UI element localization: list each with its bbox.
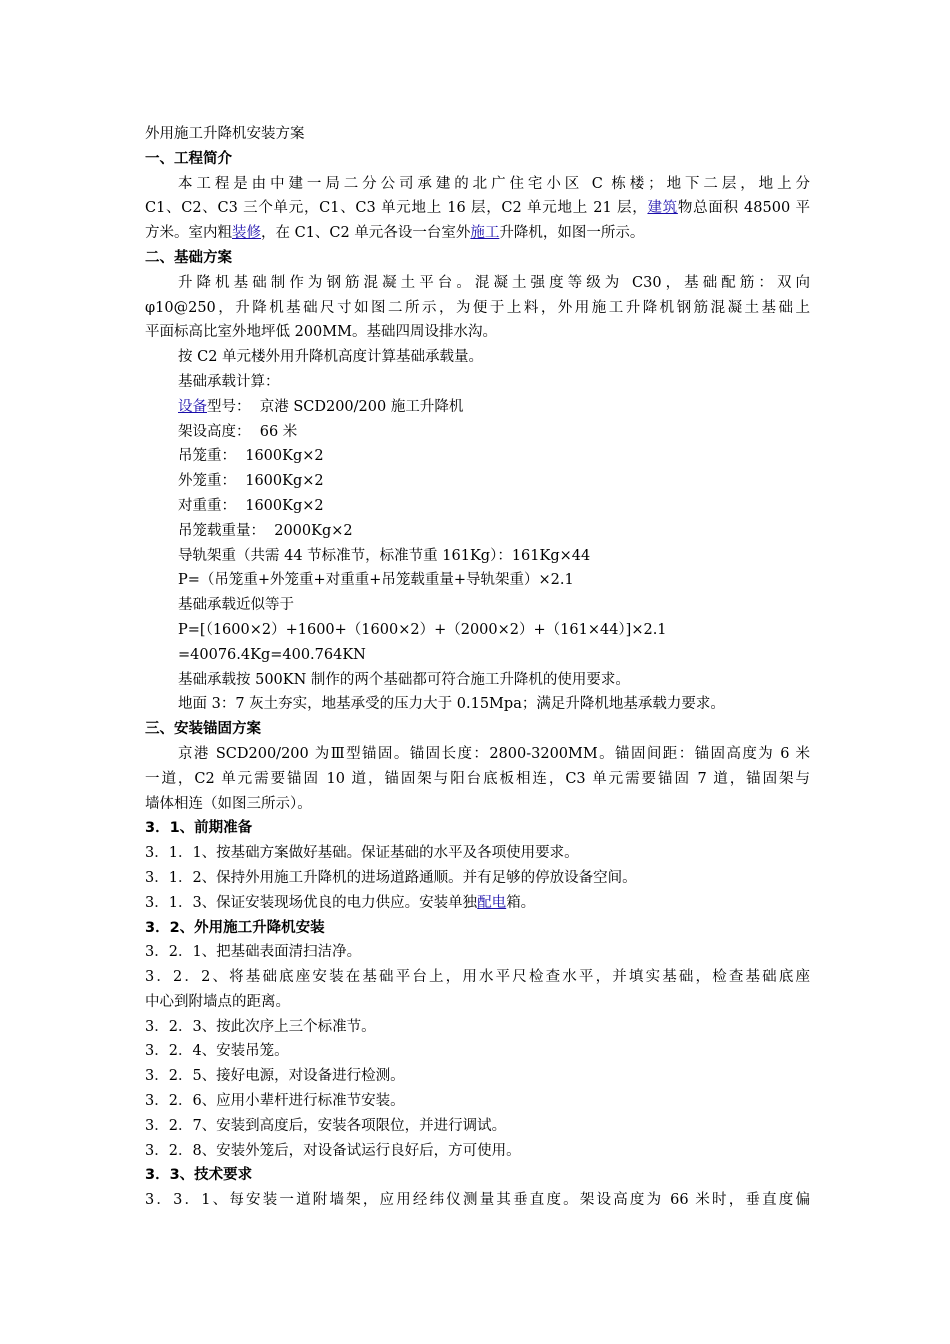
formula-1: P=（吊笼重+外笼重+对重重+吊笼载重量+导轨架重）×2.1: [178, 572, 574, 589]
s1-line2-text-a: C1、C2、C3 三个单元，C1、C3 单元地上 16 层，C2 单元地上 21 层，: [145, 200, 648, 217]
calc-title: 基础承载计算：: [178, 373, 280, 390]
s1-line3-text-a: 方米。室内粗: [145, 225, 232, 242]
item-3-2-3: 3．2．3、按此次序上三个标准节。: [145, 1018, 376, 1035]
s1-paragraph-line-1: 本工程是由中建一局二分公司承建的北广住宅小区 C 栋楼；地下二层，地上分: [178, 175, 810, 192]
equipment-model-text: 型号： 京港 SCD200/200 施工升降机: [207, 398, 464, 415]
s1-paragraph-line-2: [145, 196, 810, 221]
item-3-2-7: 3．2．7、安装到高度后，安装各项限位，并进行调试。: [145, 1117, 507, 1134]
s1-line2-text-b: 物总面积 48500 平: [677, 200, 810, 217]
s3-paragraph-line-2: 一道，C2 单元需要锚固 10 道，锚固架与阳台底板相连，C3 单元需要锚固 7 道，锚固架与: [145, 770, 810, 787]
s3-paragraph-line-1: 京港 SCD200/200 为Ⅲ型锚固。锚固长度：2800-3200MM。锚固间距：锚固高度为 6 米: [178, 745, 810, 762]
s3-paragraph-line-3: 墙体相连（如图三所示）。: [145, 795, 312, 812]
sub-3-1-heading: 3．1、前期准备: [145, 820, 253, 837]
section-3-heading: 三、安装锚固方案: [145, 721, 261, 738]
cage-load: 吊笼载重量： 2000Kg×2: [178, 522, 353, 539]
formula-2: P=[（1600×2）+1600+（1600×2）+（2000×2）+（161×44）]×2.1: [178, 621, 667, 638]
item-3-2-2-line-1: 3．2．2、将基础底座安装在基础平台上，用水平尺检查水平，并填实基础，检查基础底座: [145, 969, 810, 986]
section-2-heading: 二、基础方案: [145, 249, 232, 266]
erection-height: 架设高度： 66 米: [178, 423, 298, 440]
outer-cage-weight: 外笼重： 1600Kg×2: [178, 473, 324, 490]
approx-label: 基础承载近似等于: [178, 597, 294, 614]
counterweight: 对重重： 1600Kg×2: [178, 497, 324, 514]
link-shigong[interactable]: 施工: [470, 225, 500, 242]
s2-paragraph-line-1: 升降机基础制作为钢筋混凝土平台。混凝土强度等级为 C30，基础配筋：双向: [178, 274, 810, 291]
conclusion: 基础承载按 500KN 制作的两个基础都可符合施工升降机的使用要求。: [178, 671, 630, 688]
s2-paragraph-line-3: 平面标高比室外地坪低 200MM。基础四周设排水沟。: [145, 324, 497, 341]
item-3-2-5: 3．2．5、接好电源，对设备进行检测。: [145, 1068, 405, 1085]
item-3-2-2-line-2: 中心到附墙点的距离。: [145, 993, 290, 1010]
item-3-2-8: 3．2．8、安装外笼后，对设备试运行良好后，方可使用。: [145, 1142, 521, 1159]
item-3-1-3-text-b: 箱。: [506, 894, 536, 911]
item-3-2-1: 3．2．1、把基础表面清扫洁净。: [145, 944, 362, 961]
link-peidian[interactable]: 配电: [477, 894, 507, 911]
item-3-1-2: 3．1．2、保持外用施工升降机的进场道路通顺。并有足够的停放设备空间。: [145, 869, 637, 886]
s2-paragraph-line-2: φ10@250，升降机基础尺寸如图二所示，为便于上料，外用施工升降机钢筋混凝土基础上: [145, 299, 810, 316]
s1-paragraph-line-3: [145, 221, 810, 246]
equipment-model: [145, 395, 810, 420]
link-shebei[interactable]: 设备: [178, 398, 207, 415]
document-title: 外用施工升降机安装方案: [145, 126, 305, 142]
s2-paragraph-2: 按 C2 单元楼外用升降机高度计算基础承载量。: [178, 349, 484, 366]
ground-requirement: 地面 3：7 灰土夯实，地基承受的压力大于 0.15Mpa；满足升降机地基承载力要求。: [178, 696, 725, 713]
s1-line3-text-b: ，在 C1、C2 单元各设一台室外: [261, 225, 471, 242]
item-3-1-3: [145, 891, 810, 916]
cage-weight: 吊笼重： 1600Kg×2: [178, 448, 324, 465]
item-3-2-6: 3．2．6、应用小辈杆进行标准节安装。: [145, 1093, 405, 1110]
item-3-1-1: 3．1．1、按基础方案做好基础。保证基础的水平及各项使用要求。: [145, 845, 579, 862]
sub-3-3-heading: 3．3、技术要求: [145, 1167, 253, 1184]
section-1-heading: 一、工程简介: [145, 150, 232, 167]
rail-weight: 导轨架重（共需 44 节标准节，标准节重 161Kg）：161Kg×44: [178, 547, 591, 564]
result-value: =40076.4Kg=400.764KN: [178, 646, 366, 663]
document-page: [145, 122, 810, 1213]
link-zhuangxiu[interactable]: 装修: [232, 225, 261, 242]
item-3-1-3-text-a: 3．1．3、保证安装现场优良的电力供应。安装单独: [145, 894, 478, 911]
item-3-3-1: 3．3．1、每安装一道附墙架，应用经纬仪测量其垂直度。架设高度为 66 米时，垂直度偏: [145, 1192, 810, 1209]
item-3-2-4: 3．2．4、安装吊笼。: [145, 1043, 289, 1060]
sub-3-2-heading: 3．2、外用施工升降机安装: [145, 919, 325, 936]
link-jianzhu[interactable]: 建筑: [647, 200, 678, 217]
s1-line3-text-c: 升降机，如图一所示。: [499, 225, 645, 242]
